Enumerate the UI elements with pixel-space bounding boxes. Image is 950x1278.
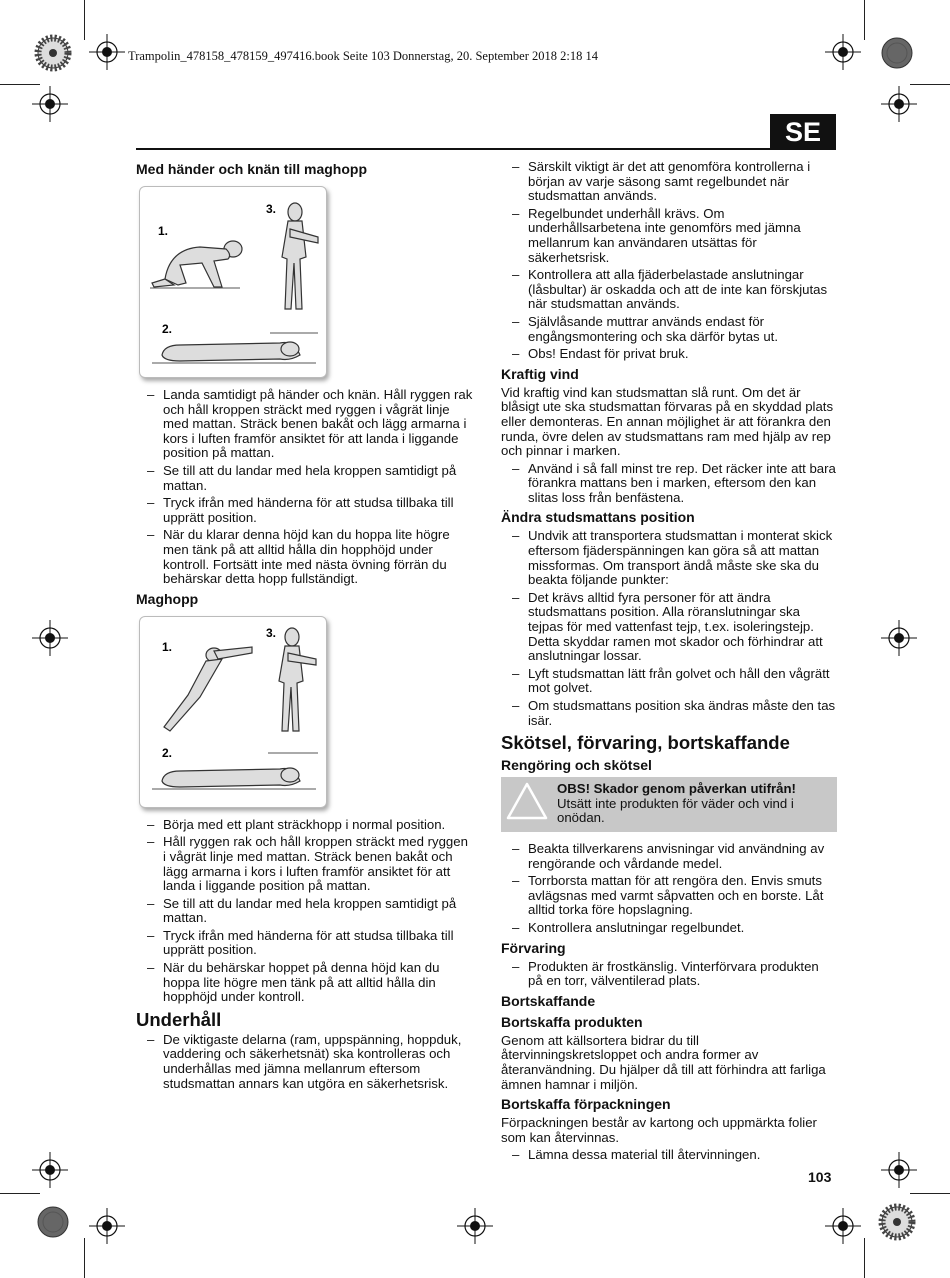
- list-item: – Kontrollera anslutningar regelbundet.: [501, 921, 837, 936]
- list-item: – Se till att du landar med hela kroppen samtidigt på mattan.: [136, 464, 474, 493]
- list-item: – När du klarar denna höjd kan du hoppa lite högre men tänk på att alltid hålla din hopphöjd under kontroll. Fortsätt inte med nästa övning förrän du behärskar detta hopp fullständigt.: [136, 528, 474, 586]
- chapter-title: Underhåll: [136, 1008, 222, 1030]
- paragraph: Genom att källsortera bidrar du till återvinningskretsloppet och andra former av återanvändning. Du hjälper då till att förhindra att farliga ämnen hamnar i miljön.: [501, 1032, 826, 1092]
- storage-list: [501, 960, 837, 989]
- paragraph: Vid kraftig vind kan studsmattan slå runt. Om det är blåsigt ute ska studsmattan förvaras på en skyddad plats eller demonteras. En annan möjlighet är att förankra den runda, övre delen av studsmattans ram med hjälp av rep och pinnar i marken.: [501, 384, 834, 459]
- figure-step-label: 2.: [162, 745, 173, 760]
- list-item: – Håll ryggen rak och håll kroppen sträckt med ryggen i vågrät linje med mattan. Sträck benen bakåt och lägg armarna i kors i luften framför ansiktet för att landa i liggande position på mattan.: [136, 835, 474, 893]
- packaging-list: [501, 1148, 837, 1163]
- list-item: – Lämna dessa material till återvinningen.: [501, 1148, 837, 1163]
- list-item: – Regelbundet underhåll krävs. Om underhållsarbetena inte genomförs med jämna mellanrum kan användaren utsättas för säkerhetsrisk.: [501, 207, 837, 265]
- section-title: Med händer och knän till maghopp: [136, 161, 368, 177]
- paragraph: Förpackningen består av kartong och uppmärkta folier som kan återvinnas.: [501, 1115, 817, 1145]
- figure-step-label: 2.: [162, 322, 173, 336]
- figure-belly-jump: [139, 616, 327, 808]
- figure-step-label: 1.: [158, 224, 169, 238]
- list-item: – Särskilt viktigt är det att genomföra kontrollerna i början av varje säsong samt regelbundet när studsmattan används.: [501, 160, 837, 204]
- language-tab: SE: [770, 114, 836, 150]
- warning-icon: [506, 782, 548, 820]
- maintenance-list-continued: [501, 160, 837, 362]
- chapter-title: Skötsel, förvaring, bortskaffande: [501, 732, 790, 754]
- list-item: – Lyft studsmattan lätt från golvet och håll den vågrätt mot golvet.: [501, 667, 837, 696]
- subsection-title: Bortskaffa produkten: [501, 1013, 643, 1030]
- figure-step-label: 1.: [162, 639, 173, 654]
- wind-list: [501, 462, 837, 506]
- figure-hands-knees: [139, 186, 327, 378]
- maintenance-list: [136, 1033, 474, 1091]
- list-item: – Landa samtidigt på händer och knän. Håll ryggen rak och håll kroppen sträckt med ryggen i vågrät linje med mattan. Sträck benen bakåt och lägg armarna i kors i luften framför ansiktet för att landa i liggande position på mattan.: [136, 388, 474, 461]
- instruction-list: [136, 818, 474, 1005]
- list-item: – Om studsmattans position ska ändras måste den tas isär.: [501, 699, 837, 728]
- cleaning-list: [501, 842, 837, 936]
- list-item: – Tryck ifrån med händerna för att studsa tillbaka till upprätt position.: [136, 929, 474, 958]
- print-header: Trampolin_478158_478159_497416.book Seite 103 Donnerstag, 20. September 2018 2:18 14: [128, 49, 598, 63]
- left-column: [136, 160, 474, 1094]
- list-item: – Tryck ifrån med händerna för att studsa tillbaka till upprätt position.: [136, 496, 474, 525]
- list-item: – Produkten är frostkänslig. Vinterförvara produkten på en torr, välventilerad plats.: [501, 960, 837, 989]
- right-column: [501, 160, 837, 1166]
- list-item: – Obs! Endast för privat bruk.: [501, 347, 837, 362]
- list-item: – De viktigaste delarna (ram, uppspänning, hoppduk, vaddering och säkerhetsnät) ska kontrolleras och underhållas med jämna mellanrum eftersom studsmattan annars kan utgöra en säkerhetsrisk.: [136, 1033, 474, 1091]
- figure-step-label: 3.: [266, 625, 277, 640]
- section-title: Ändra studsmattans position: [501, 509, 695, 526]
- list-item: – Beakta tillverkarens anvisningar vid användning av rengörande och vårdande medel.: [501, 842, 837, 871]
- list-item: – När du behärskar hoppet på denna höjd kan du hoppa lite högre men tänk på att alltid hålla din hopphöjd under kontroll.: [136, 961, 474, 1005]
- list-item: – Undvik att transportera studsmattan i monterat skick eftersom fjäderspänningen kan göra så att mattan missformas. Om transport ändå måste ske ska du beakta följande punkter:: [501, 529, 837, 587]
- list-item: – Börja med ett plant sträckhopp i normal position.: [136, 818, 474, 833]
- section-title: Maghopp: [136, 590, 199, 607]
- list-item: – Torrborsta mattan för att rengöra den. Envis smuts avlägsnas med varmt såpvatten och en borste. Låt alltid torka före hopslagning.: [501, 874, 837, 918]
- list-item: – Använd i så fall minst tre rep. Det räcker inte att bara förankra mattans ben i marken, eftersom den kan slitas loss från benfästena.: [501, 462, 837, 506]
- list-item: – Självlåsande muttrar används endast för engångsmontering och ska därför bytas ut.: [501, 315, 837, 344]
- list-item: – Kontrollera att alla fjäderbelastade anslutningar (låsbultar) är oskadda och att de inte kan förskjutas när studsmattan används.: [501, 268, 837, 312]
- position-list: [501, 529, 837, 728]
- list-item: – Se till att du landar med hela kroppen samtidigt på mattan.: [136, 897, 474, 926]
- section-title: Kraftig vind: [501, 365, 579, 382]
- figure-step-label: 3.: [266, 202, 277, 216]
- warning-title: OBS! Skador genom påverkan utifrån!: [557, 781, 796, 797]
- section-title: Bortskaffande: [501, 992, 596, 1009]
- warning-text: Utsätt inte produkten för väder och vind i onödan.: [557, 795, 794, 826]
- instruction-list: [136, 388, 474, 587]
- subsection-title: Bortskaffa förpackningen: [501, 1096, 671, 1113]
- list-item: – Det krävs alltid fyra personer för att ändra studsmattans position. Alla röranslutningar ska tejpas för med vattenfast tejp, t.ex. isoleringstejp. Detta skyddar ramen mot skador och förhindrar att anslutningar lossar.: [501, 591, 837, 664]
- warning-box: [501, 777, 837, 832]
- section-title: Förvaring: [501, 939, 566, 956]
- page-number: 103: [808, 1169, 832, 1185]
- section-title: Rengöring och skötsel: [501, 757, 652, 774]
- header-rule: [136, 148, 836, 150]
